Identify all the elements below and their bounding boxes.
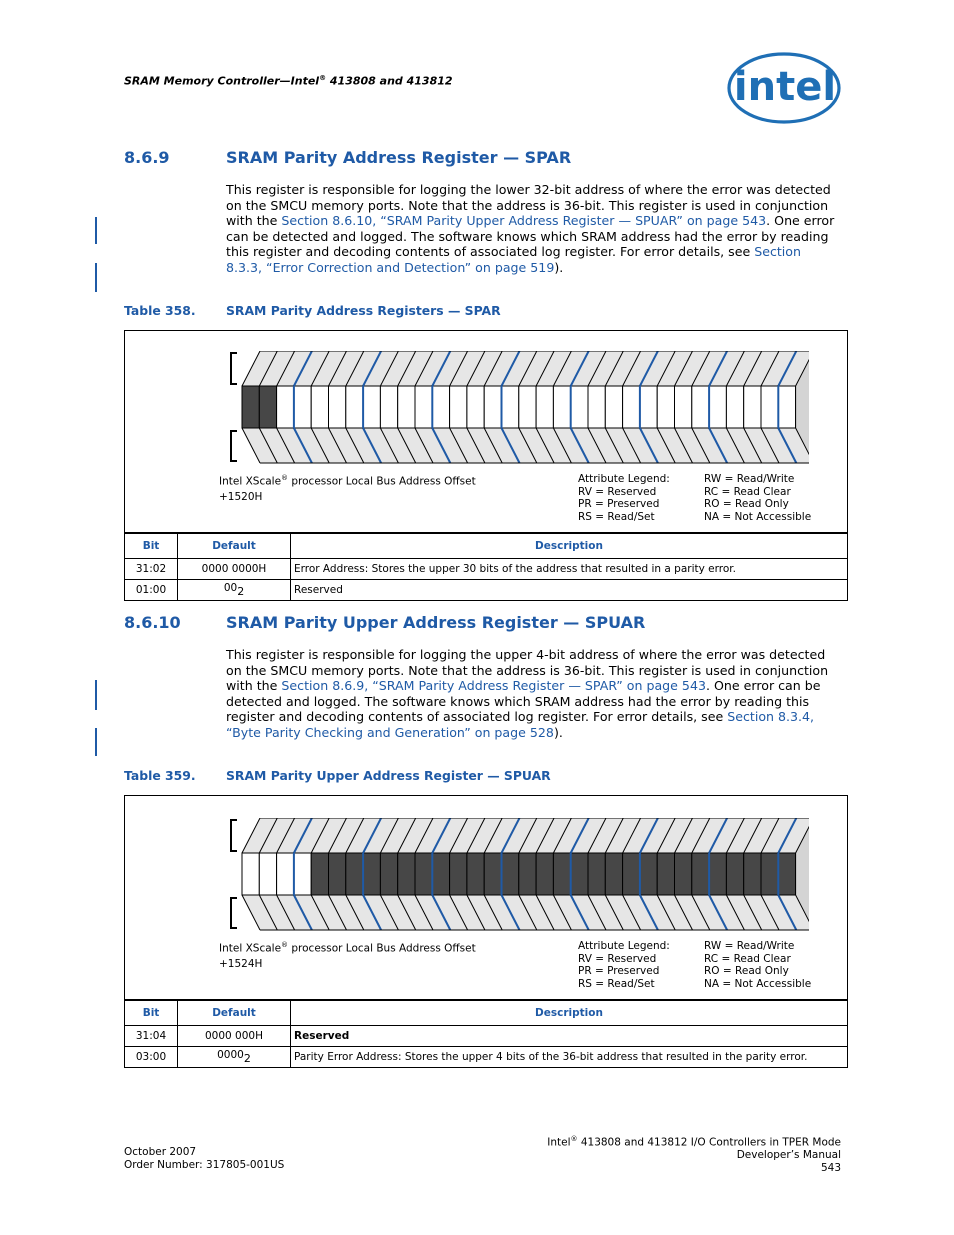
bracket-mark bbox=[231, 431, 237, 461]
bit-field-table bbox=[124, 533, 848, 601]
footer-date: October 2007 bbox=[124, 1146, 197, 1158]
attribute-legend: Attribute Legend: RW = Read/Write RV = Reserved RC = Read Clear PR = Preserved RO = Read Only RS = Read/Set NA = Not Accessible bbox=[578, 473, 812, 523]
table-caption: Table 359. SRAM Parity Upper Address Register — SPUAR bbox=[124, 768, 551, 783]
section-paragraph: This register is responsible for logging the upper 4-bit address of where the error was detected on the SMCU memory ports. Note that the address is 36-bit. This register is used in conjunction with the Section 8.6.9, “SRAM Parity Address Register — SPAR” on page 543. One error can be detected and logged. The software knows which SRAM address had the error by reading this register and decoding contents of associated log register. For error details, see Section 8.3.4, “Byte Parity Checking and Generation” on page 528). bbox=[226, 647, 829, 740]
footer-left bbox=[124, 1146, 284, 1172]
cross-reference-link[interactable]: Section 8.3.4, “Byte Parity Checking and Generation” on page 528 bbox=[226, 709, 815, 740]
cross-reference-link[interactable]: Section 8.6.10, “SRAM Parity Upper Address Register — SPUAR” on page 543 bbox=[281, 213, 767, 228]
page-number: 543 bbox=[820, 1161, 841, 1174]
table-header-row: Bit Default Description bbox=[125, 1001, 848, 1026]
footer-order-number: Order Number: 317805-001US bbox=[124, 1159, 285, 1171]
running-header: SRAM Memory Controller—Intel® 413808 and 413812 bbox=[124, 74, 453, 88]
register-diagram-box bbox=[124, 330, 848, 533]
table-row: 01:00 $00_2$ Reserved bbox=[125, 580, 848, 601]
register-bit-diagram bbox=[229, 351, 809, 469]
change-bar bbox=[95, 263, 97, 292]
change-bar bbox=[95, 728, 97, 756]
section-title-spar: 8.6.9 SRAM Parity Address Register — SPAR bbox=[124, 148, 572, 167]
intel-logo bbox=[726, 50, 842, 126]
footer-right bbox=[547, 1133, 841, 1174]
section-title-spuar: 8.6.10 SRAM Parity Upper Address Register — SPUAR bbox=[124, 613, 646, 632]
bit-field-table bbox=[124, 1000, 848, 1068]
register-offset: Intel XScale® processor Local Bus Address Offset +1520H bbox=[219, 474, 476, 503]
table-caption: Table 358. SRAM Parity Address Registers — SPAR bbox=[124, 303, 501, 318]
footer-doc-title: Intel® 413808 and 413812 I/O Controllers in TPER Mode bbox=[547, 1135, 841, 1149]
change-bar bbox=[95, 680, 97, 710]
bracket-mark bbox=[231, 820, 237, 851]
table-row: 31:04 0000 000H Reserved bbox=[125, 1026, 848, 1047]
bracket-mark bbox=[231, 353, 237, 384]
register-diagram-box bbox=[124, 795, 848, 1000]
table-row: 31:02 0000 0000H Error Address: Stores the upper 30 bits of the address that resulted in a parity error. bbox=[125, 559, 848, 580]
table-header-row: Bit Default Description bbox=[125, 534, 848, 559]
register-bit-diagram bbox=[229, 818, 809, 936]
logo-text: intel bbox=[733, 64, 837, 110]
section-paragraph: This register is responsible for logging the lower 32-bit address of where the error was detected on the SMCU memory ports. Note that the address is 36-bit. This register is used in conjunction with the Section 8.6.10, “SRAM Parity Upper Address Register — SPUAR” on page 543. One error can be detected and logged. The software knows which SRAM address had the error by reading this register and decoding contents of associated log register. For error details, see Section 8.3.3, “Error Correction and Detection” on page 519). bbox=[226, 182, 835, 275]
cross-reference-link[interactable]: Section 8.3.3, “Error Correction and Detection” on page 519 bbox=[226, 244, 801, 275]
footer-doc-subtitle: Developer’s Manual bbox=[736, 1149, 841, 1161]
cross-reference-link[interactable]: Section 8.6.9, “SRAM Parity Address Register — SPAR” on page 543 bbox=[281, 678, 706, 693]
register-offset: Intel XScale® processor Local Bus Address Offset +1524H bbox=[219, 941, 476, 970]
table-row: 03:00 $0000_2$ Parity Error Address: Stores the upper 4 bits of the 36-bit address that resulted in the parity error. bbox=[125, 1047, 848, 1068]
bracket-mark bbox=[231, 898, 237, 928]
change-bar bbox=[95, 217, 97, 244]
attribute-legend: Attribute Legend: RW = Read/Write RV = Reserved RC = Read Clear PR = Preserved RO = Read Only RS = Read/Set NA = Not Accessible bbox=[578, 940, 812, 990]
